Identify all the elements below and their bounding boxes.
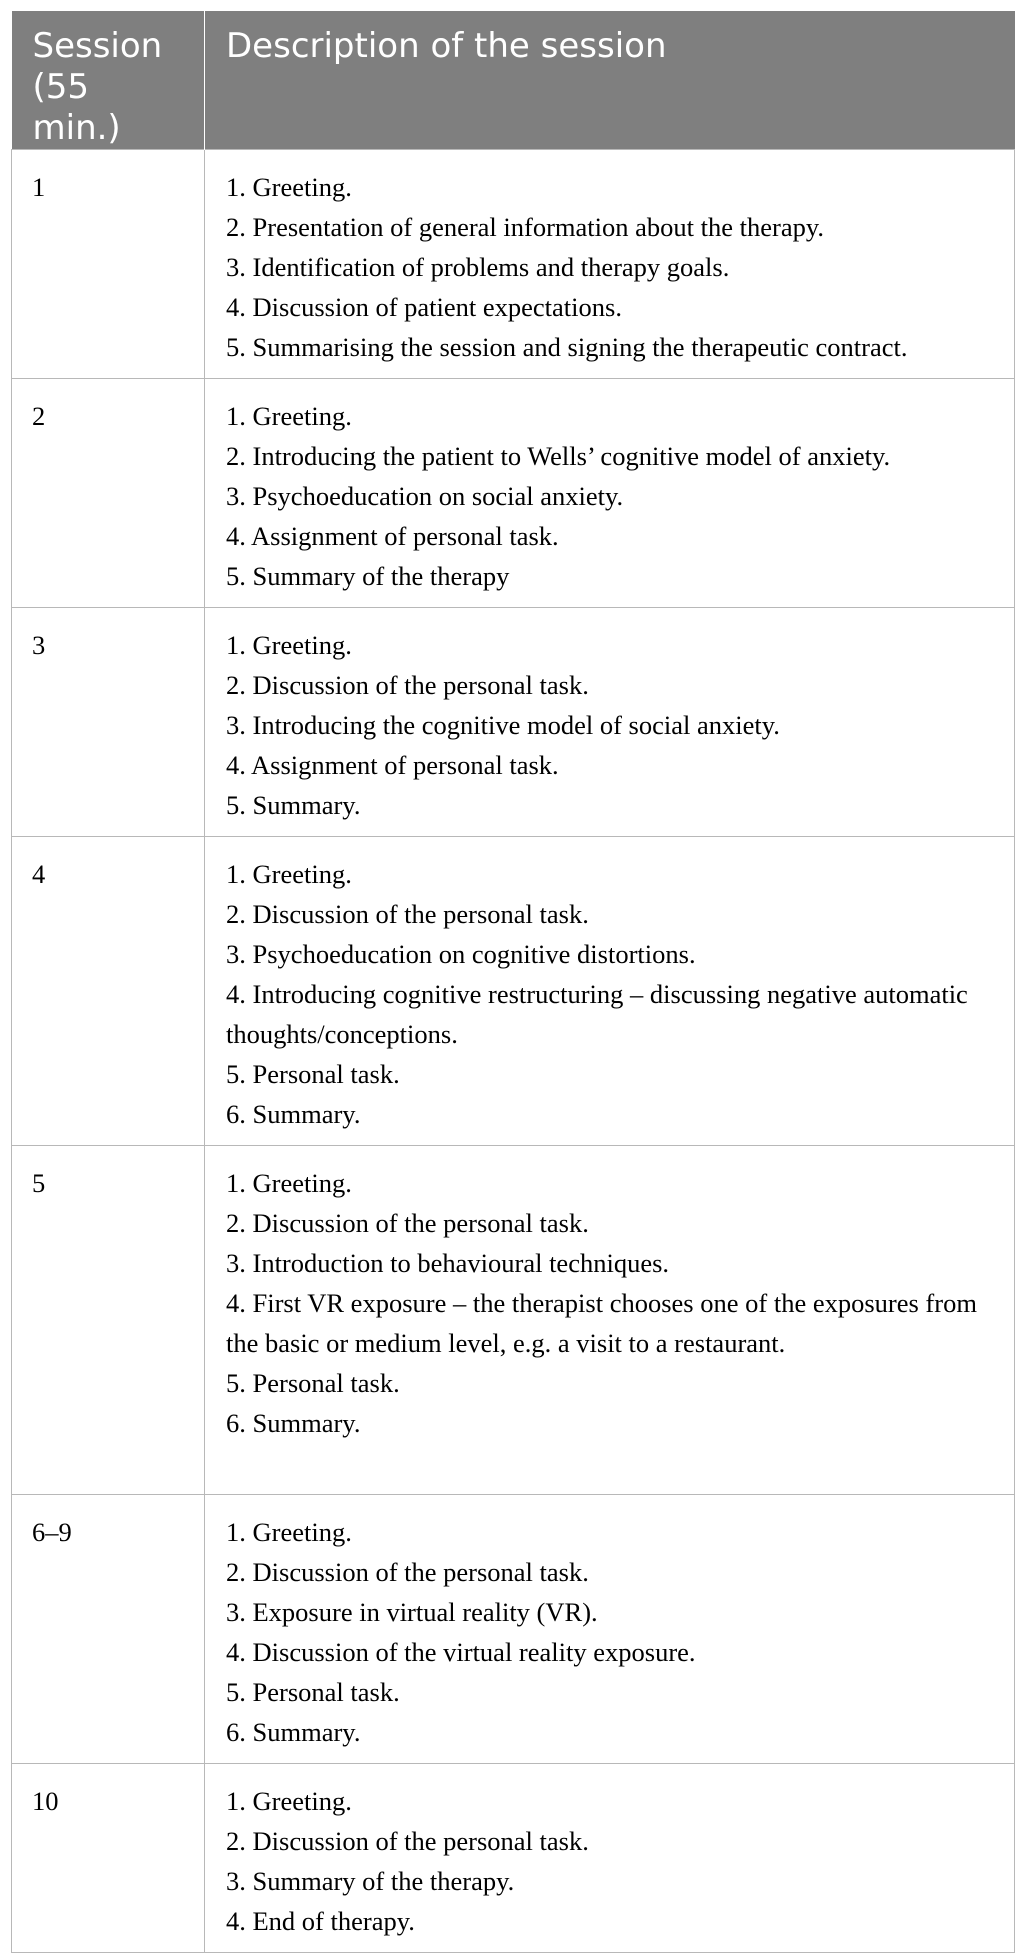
table-row bbox=[12, 1764, 1015, 1953]
session-step-item: 5. Personal task. bbox=[226, 1368, 400, 1398]
session-step-item: 4. First VR exposure – the therapist chooses one of the exposures from the basic or medium level, e.g. a visit to a restaurant. bbox=[226, 1288, 977, 1358]
session-step-item: 4. Assignment of personal task. bbox=[226, 521, 559, 551]
session-description-cell bbox=[205, 150, 1015, 379]
session-description-cell bbox=[205, 837, 1015, 1146]
session-step-item: 5. Summary of the therapy bbox=[226, 561, 510, 591]
session-step-item: 2. Discussion of the personal task. bbox=[226, 1208, 589, 1238]
table-row bbox=[12, 1495, 1015, 1764]
session-description-cell bbox=[205, 1764, 1015, 1953]
header-session: Session (55 min.) bbox=[12, 11, 205, 150]
session-description-cell bbox=[205, 379, 1015, 608]
session-step-item: 1. Greeting. bbox=[226, 859, 352, 889]
table-row bbox=[12, 1146, 1015, 1495]
session-step-item: 2. Introducing the patient to Wells’ cognitive model of anxiety. bbox=[226, 441, 891, 471]
session-step-item: 2. Discussion of the personal task. bbox=[226, 899, 589, 929]
session-description-cell bbox=[205, 1146, 1015, 1495]
session-step-item: 4. Discussion of the virtual reality exposure. bbox=[226, 1637, 696, 1667]
session-step-item: 3. Introducing the cognitive model of social anxiety. bbox=[226, 710, 780, 740]
session-step-item: 6. Summary. bbox=[226, 1408, 361, 1438]
session-step-item: 1. Greeting. bbox=[226, 630, 352, 660]
session-description-cell bbox=[205, 608, 1015, 837]
session-number-cell: 4 bbox=[12, 837, 205, 1146]
session-step-item: 1. Greeting. bbox=[226, 1168, 352, 1198]
sessions-table-container bbox=[11, 11, 1014, 1953]
session-number-cell: 3 bbox=[12, 608, 205, 837]
session-step-item: 2. Discussion of the personal task. bbox=[226, 670, 589, 700]
table-row bbox=[12, 837, 1015, 1146]
session-step-item: 3. Exposure in virtual reality (VR). bbox=[226, 1597, 598, 1627]
header-description: Description of the session bbox=[205, 11, 1015, 150]
session-step-item: 5. Personal task. bbox=[226, 1059, 400, 1089]
session-step-item: 3. Psychoeducation on cognitive distortions. bbox=[226, 939, 696, 969]
session-step-item: 1. Greeting. bbox=[226, 1786, 352, 1816]
session-number-cell: 1 bbox=[12, 150, 205, 379]
session-step-item: 4. End of therapy. bbox=[226, 1906, 415, 1936]
sessions-table bbox=[11, 11, 1015, 1953]
session-step-item: 5. Summary. bbox=[226, 790, 361, 820]
session-step-item: 4. Introducing cognitive restructuring – discussing negative automatic thoughts/conceptions. bbox=[226, 979, 968, 1049]
session-step-item: 3. Psychoeducation on social anxiety. bbox=[226, 481, 624, 511]
session-step-item: 2. Discussion of the personal task. bbox=[226, 1557, 589, 1587]
session-step-item: 4. Assignment of personal task. bbox=[226, 750, 559, 780]
session-step-item: 4. Discussion of patient expectations. bbox=[226, 292, 622, 322]
session-step-item: 1. Greeting. bbox=[226, 172, 352, 202]
session-step-item: 1. Greeting. bbox=[226, 1517, 352, 1547]
session-step-item: 2. Discussion of the personal task. bbox=[226, 1826, 589, 1856]
session-step-item: 2. Presentation of general information about the therapy. bbox=[226, 212, 825, 242]
session-number-cell: 10 bbox=[12, 1764, 205, 1953]
session-number-cell: 2 bbox=[12, 379, 205, 608]
session-step-item: 3. Identification of problems and therapy goals. bbox=[226, 252, 730, 282]
session-step-item: 6. Summary. bbox=[226, 1099, 361, 1129]
session-description-cell bbox=[205, 1495, 1015, 1764]
table-row bbox=[12, 150, 1015, 379]
table-body bbox=[12, 150, 1015, 1953]
session-step-item: 5. Summarising the session and signing the therapeutic contract. bbox=[226, 332, 908, 362]
session-step-item: 5. Personal task. bbox=[226, 1677, 400, 1707]
table-header-row bbox=[12, 11, 1015, 150]
session-number-cell: 5 bbox=[12, 1146, 205, 1495]
table-row bbox=[12, 608, 1015, 837]
session-step-item: 6. Summary. bbox=[226, 1717, 361, 1747]
table-row bbox=[12, 379, 1015, 608]
session-step-item: 3. Summary of the therapy. bbox=[226, 1866, 515, 1896]
session-step-item: 3. Introduction to behavioural techniques. bbox=[226, 1248, 670, 1278]
session-step-item: 1. Greeting. bbox=[226, 401, 352, 431]
session-number-cell: 6–9 bbox=[12, 1495, 205, 1764]
